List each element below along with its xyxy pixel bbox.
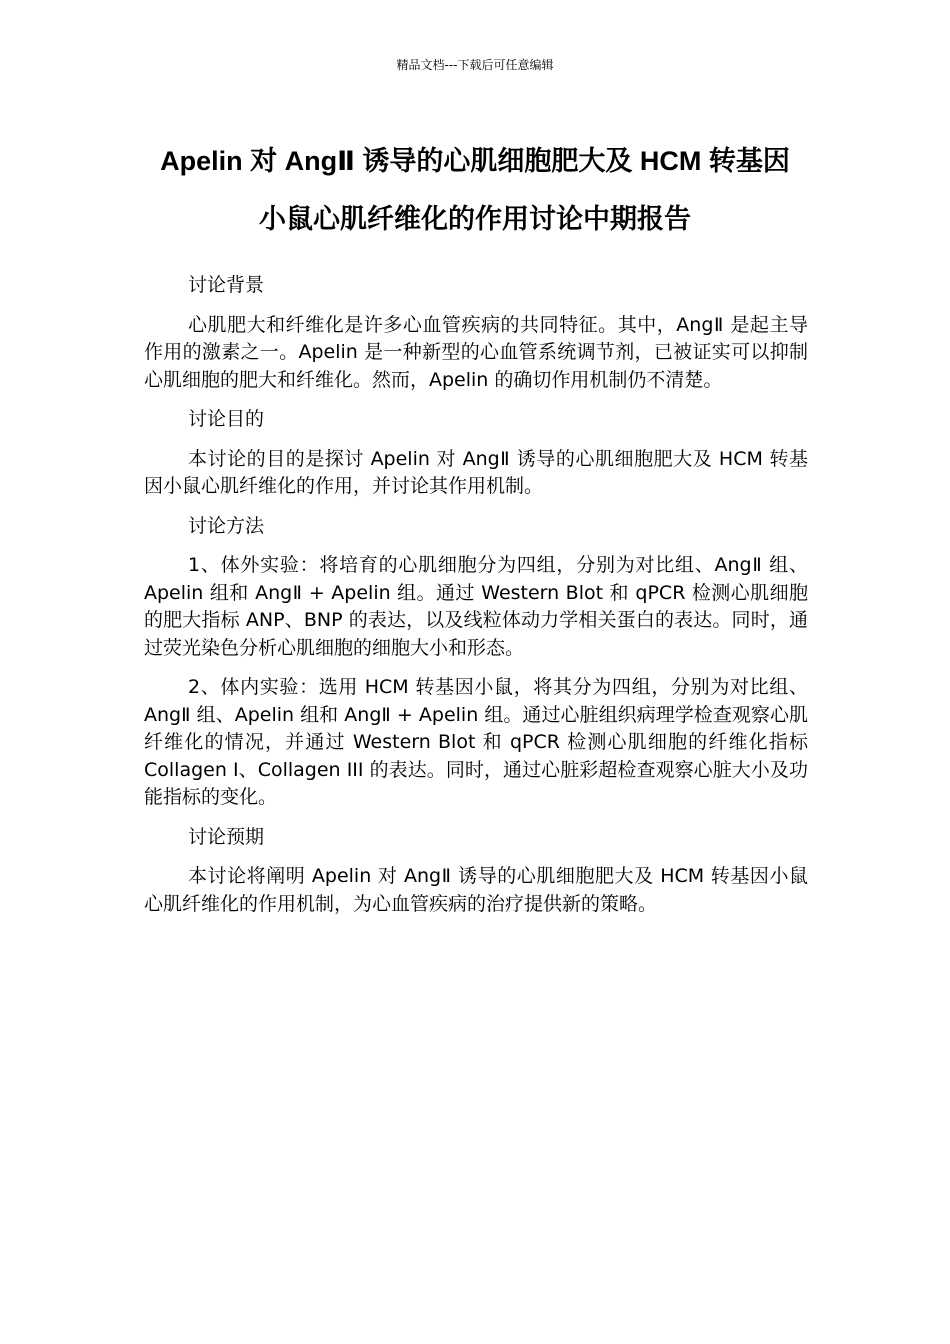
title-line-2: 小鼠心肌纤维化的作用讨论中期报告 <box>259 204 691 234</box>
paragraph-background: 心肌肥大和纤维化是许多心血管疾病的共同特征。其中，AngⅡ 是起主导作用的激素之一。Apelin 是一种新型的心血管系统调节剂，已被证实可以抑制心肌细胞的肥大和纤维化。然而，Apelin 的确切作用机制仍不清楚。 <box>144 313 808 391</box>
title-line-1: Apelin 对 AngⅡ 诱导的心肌细胞肥大及 HCM 转基因 <box>160 146 790 176</box>
document-body <box>144 272 808 930</box>
paragraph-methods-in-vitro: 1、体外实验：将培育的心肌细胞分为四组，分别为对比组、AngⅡ 组、Apelin 组和 AngⅡ + Apelin 组。通过 Western Blot 和 qPCR 检测心肌细胞的肥大指标 ANP、BNP 的表达，以及线粒体动力学相关蛋白的表达。同时，通过荧光染色分析心肌细胞的细胞大小和形态。 <box>144 554 808 659</box>
section-heading-purpose: 讨论目的 <box>188 408 265 430</box>
paragraph-methods-in-vivo: 2、体内实验：选用 HCM 转基因小鼠，将其分为四组，分别为对比组、AngⅡ 组、Apelin 组和 AngⅡ + Apelin 组。通过心脏组织病理学检查观察心肌纤维化的情况，并通过 Western Blot 和 qPCR 检测心肌细胞的纤维化指标 Collagen I、Collagen III 的表达。同时，通过心脏彩超检查观察心脏大小及功能指标的变化。 <box>144 676 808 808</box>
section-heading-methods: 讨论方法 <box>188 514 265 537</box>
section-heading-expectation: 讨论预期 <box>188 825 265 848</box>
paragraph-purpose: 本讨论的目的是探讨 Apelin 对 AngⅡ 诱导的心肌细胞肥大及 HCM 转基因小鼠心肌纤维化的作用，并讨论其作用机制。 <box>144 447 808 497</box>
page-header: 精品文档---下载后可任意编辑 <box>396 58 554 72</box>
paragraph-expectation: 本讨论将阐明 Apelin 对 AngⅡ 诱导的心肌细胞肥大及 HCM 转基因小鼠心肌纤维化的作用机制，为心血管疾病的治疗提供新的策略。 <box>144 865 808 915</box>
section-heading-background: 讨论背景 <box>188 274 265 296</box>
document-title <box>120 132 830 248</box>
